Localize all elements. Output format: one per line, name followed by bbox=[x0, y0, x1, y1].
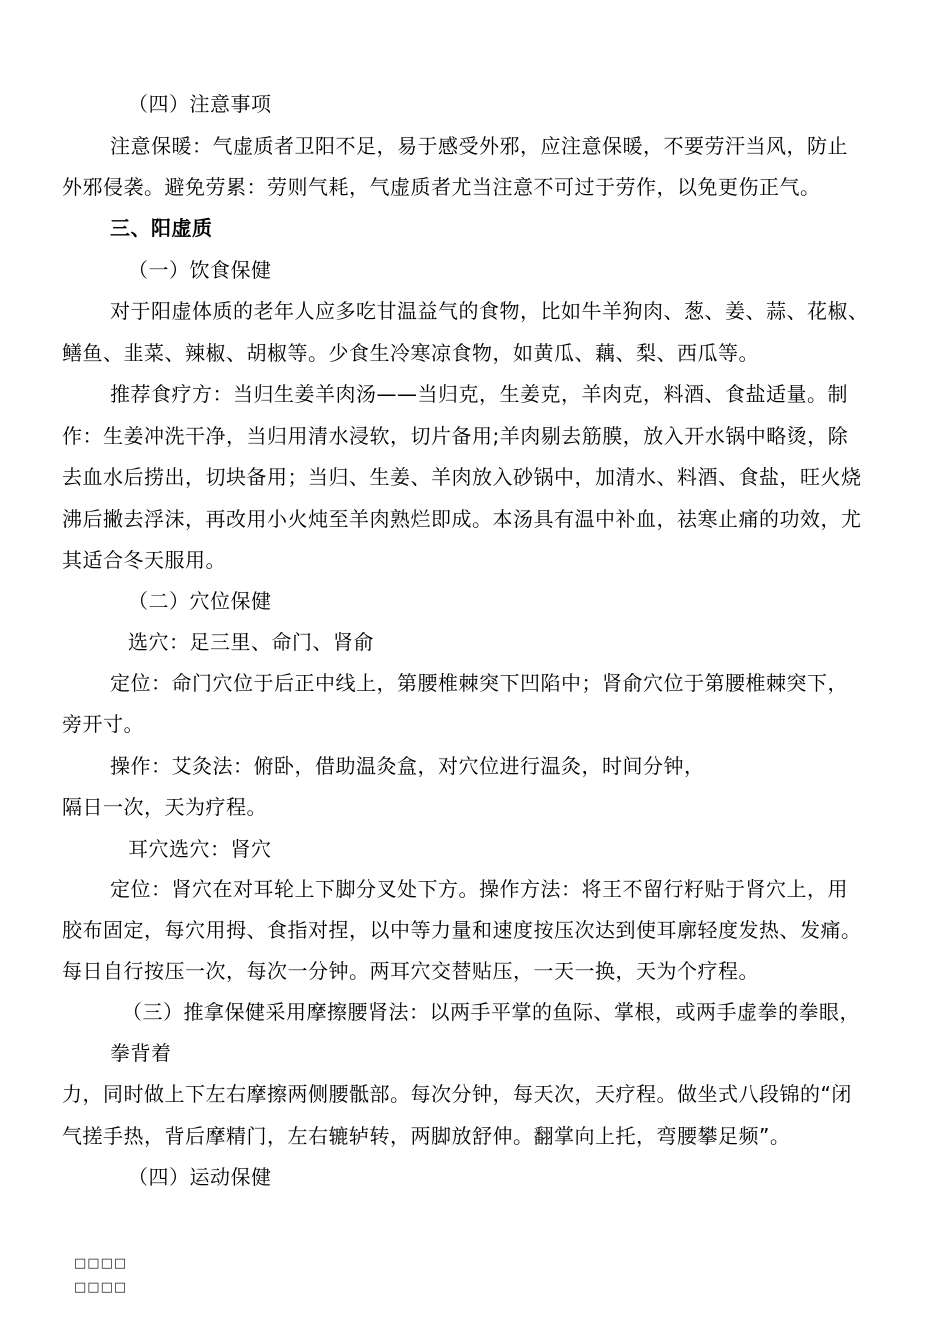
paragraph-line: 鳝鱼、韭菜、辣椒、胡椒等。少食生冷寒凉食物，如黄瓜、藕、梨、西瓜等。 bbox=[62, 341, 759, 365]
paragraph-line: 去血水后捞出，切块备用；当归、生姜、羊肉放入砂锅中，加清水、料酒、食盐，旺火烧 bbox=[62, 465, 862, 489]
paragraph-line: 力，同时做上下左右摩擦两侧腰骶部。每次分钟，每天次，天疗程。做坐式八段锦的“闭 bbox=[62, 1082, 852, 1106]
footer-placeholder: □□□□ bbox=[74, 1280, 128, 1295]
paragraph-line: 旁开寸。 bbox=[62, 712, 144, 736]
paragraph-line: 胶布固定，每穴用拇、食指对捏，以中等力量和速度按压次达到使耳廓轻度发热、发痛。 bbox=[62, 918, 862, 942]
paragraph-line: 定位：命门穴位于后正中线上，第腰椎棘突下凹陷中；肾俞穴位于第腰椎棘突下， bbox=[110, 671, 848, 695]
footer-placeholder: □□□□ bbox=[74, 1256, 128, 1271]
section-heading-yang-deficiency: 三、阳虚质 bbox=[110, 216, 213, 240]
paragraph-line: 隔日一次，天为疗程。 bbox=[62, 795, 267, 819]
paragraph-line: 其适合冬天服用。 bbox=[62, 548, 226, 572]
paragraph-line: 拳背着 bbox=[110, 1041, 172, 1065]
paragraph-line: 外邪侵袭。避免劳累：劳则气耗，气虚质者尤当注意不可过于劳作，以免更伤正气。 bbox=[62, 175, 821, 199]
paragraph-line: 操作：艾灸法：俯卧，借助温灸盒，对穴位进行温灸，时间分钟， bbox=[110, 754, 705, 778]
paragraph-line: 每日自行按压一次，每次一分钟。两耳穴交替贴压，一天一换，天为个疗程。 bbox=[62, 959, 759, 983]
paragraph-line: 推荐食疗方：当归生姜羊肉汤——当归克，生姜克，羊肉克，料酒、食盐适量。制 bbox=[110, 382, 848, 406]
paragraph-line: 注意保暖：气虚质者卫阳不足，易于感受外邪，应注意保暖，不要劳汗当风，防止 bbox=[110, 134, 848, 158]
paragraph-line: 气搓手热，背后摩精门，左右辘轳转，两脚放舒伸。翻掌向上托，弯腰攀足频”。 bbox=[62, 1124, 791, 1148]
paragraph-line: 对于阳虚体质的老年人应多吃甘温益气的食物，比如牛羊狗肉、葱、姜、蒜、花椒、 bbox=[110, 299, 869, 323]
paragraph-line: 沸后撇去浮沫，再改用小火炖至羊肉熟烂即成。本汤具有温中补血，祛寒止痛的功效，尤 bbox=[62, 507, 862, 531]
subheading-acupoint: （二）穴位保健 bbox=[128, 589, 272, 613]
subheading-diet: （一）饮食保健 bbox=[128, 258, 272, 282]
subheading-exercise: （四）运动保健 bbox=[128, 1165, 272, 1189]
subheading-precautions: （四）注意事项 bbox=[128, 92, 272, 116]
subheading-massage: （三）推拿保健采用摩擦腰肾法：以两手平掌的鱼际、掌根，或两手虚拳的拳眼， bbox=[122, 1000, 860, 1024]
paragraph-line: 选穴：足三里、命门、肾俞 bbox=[128, 630, 374, 654]
paragraph-line: 作：生姜冲洗干净，当归用清水浸软，切片备用;羊肉剔去筋膜，放入开水锅中略烫，除 bbox=[62, 424, 849, 448]
paragraph-line: 耳穴选穴：肾穴 bbox=[128, 837, 272, 861]
paragraph-line: 定位：肾穴在对耳轮上下脚分叉处下方。操作方法：将王不留行籽贴于肾穴上，用 bbox=[110, 877, 848, 901]
